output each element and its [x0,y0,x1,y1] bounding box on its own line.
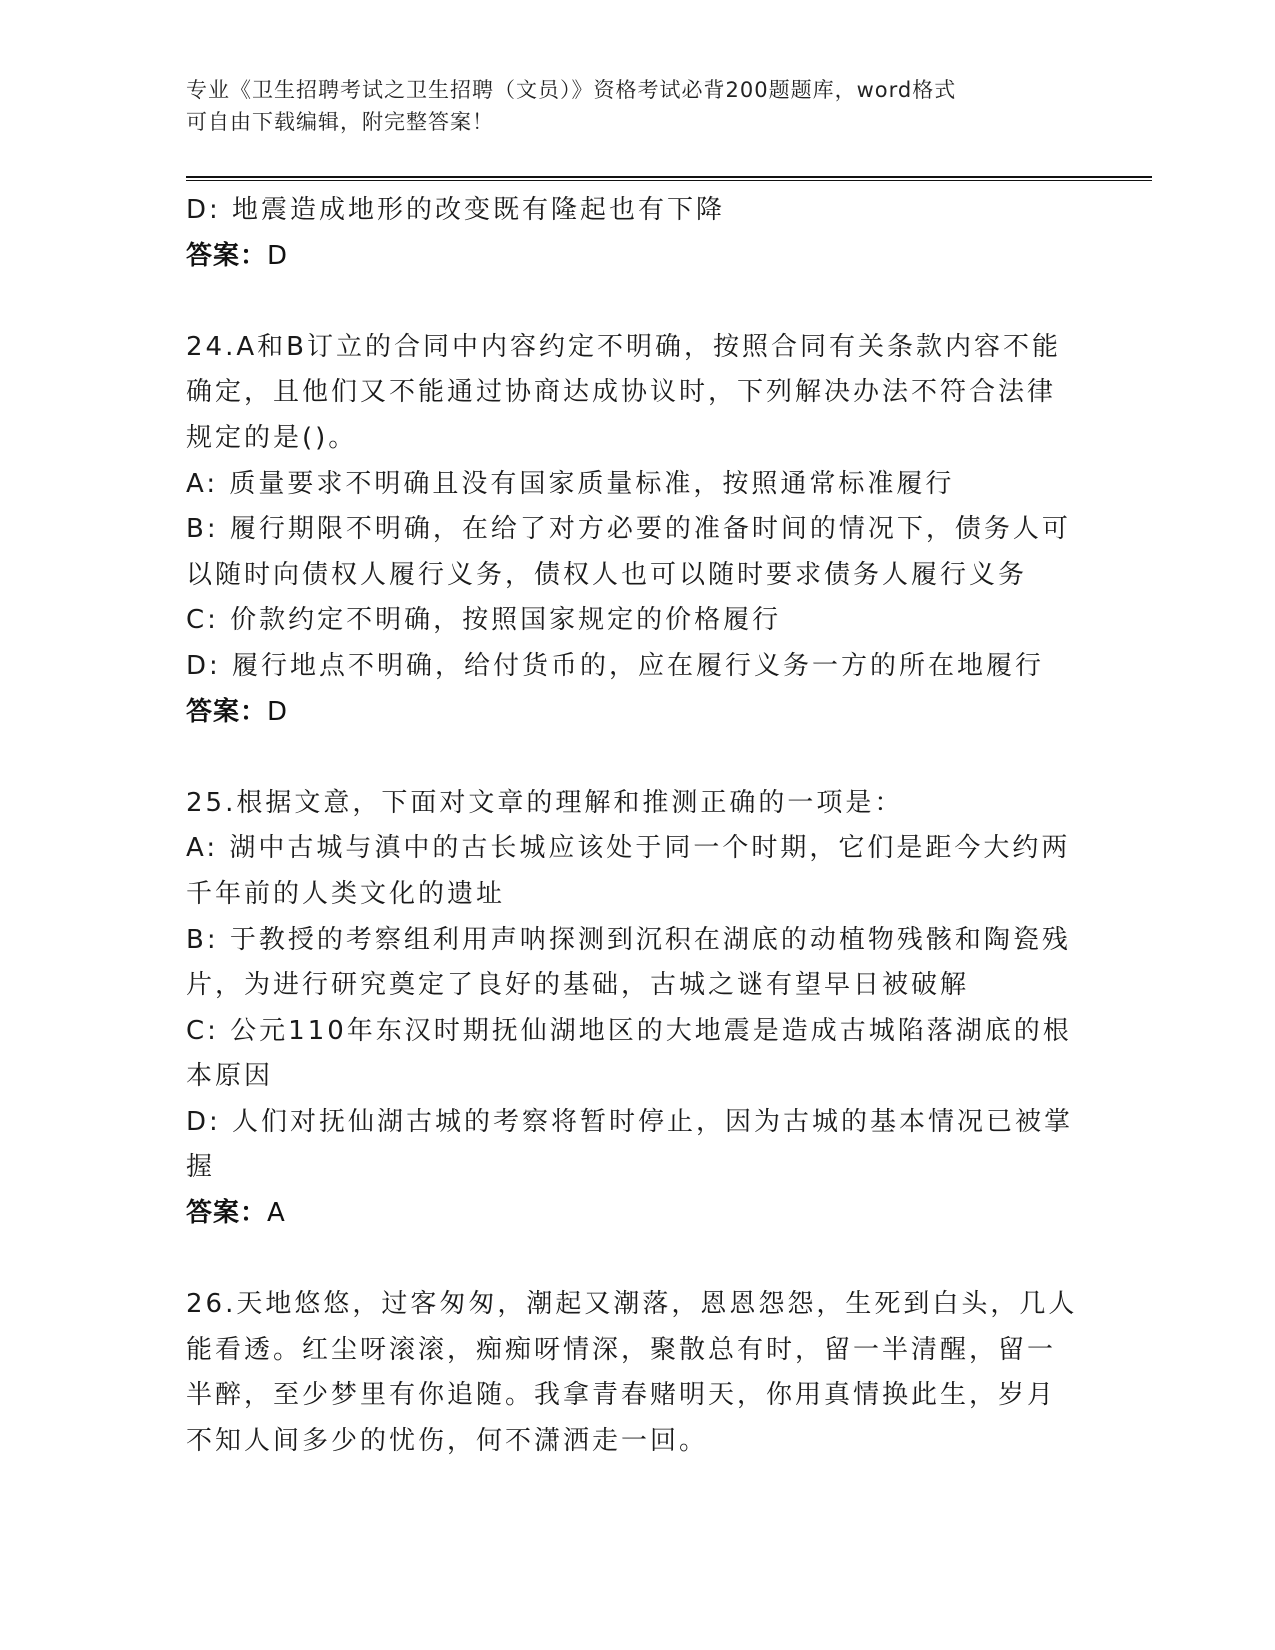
answer-label: 答案： [186,1198,268,1229]
header-line-1: 专业《卫生招聘考试之卫生招聘（文员）》资格考试必背200题题库，word格式 [186,78,957,102]
option-b: B: 于教授的考察组利用声呐探测到沉积在湖底的动植物残骸和陶瓷残 [186,924,1071,955]
option-a: A: 质量要求不明确且没有国家质量标准，按照通常标准履行 [186,468,955,499]
question-stem-line: 25.根据文意，下面对文章的理解和推测正确的一项是： [186,787,904,818]
question-stem-line: 半醉，至少梦里有你追随。我拿青春赌明天，你用真情换此生，岁月 [186,1380,1057,1411]
answer-line [186,1191,1066,1237]
option-b: B: 履行期限不明确，在给了对方必要的准备时间的情况下，债务人可 [186,514,1071,545]
spacer [186,735,1066,781]
question-stem-line: 确定，且他们又不能通过协商达成协议时，下列解决办法不符合法律 [186,377,1057,408]
option-d: D: 地震造成地形的改变既有隆起也有下降 [186,195,726,225]
answer-label: 答案： [186,240,268,271]
question-stem-line: 26.天地悠悠，过客匆匆，潮起又潮落，恩恩怨怨，生死到白头，几人 [186,1289,1078,1320]
answer-label: 答案： [186,696,268,727]
answer-line [186,690,1066,736]
option-c: C: 公元110年东汉时期抚仙湖地区的大地震是造成古城陷落湖底的根 [186,1015,1072,1046]
question-stem-line: 能看透。红尘呀滚滚，痴痴呀情深，聚散总有时，留一半清醒，留一 [186,1334,1057,1365]
question-23 [186,188,1066,279]
option-d: D: 履行地点不明确，给付货币的，应在履行义务一方的所在地履行 [186,650,1045,681]
question-24 [186,325,1071,735]
question-25 [186,781,1074,1237]
answer-line [186,234,1066,280]
option-a: 千年前的人类文化的遗址 [186,878,506,909]
header-line-2: 可自由下载编辑，附完整答案！ [186,110,494,134]
option-b: 以随时向债权人履行义务，债权人也可以随时要求债务人履行义务 [186,559,1028,590]
document-header [186,74,1066,138]
spacer [186,279,1066,325]
question-stem-line: 规定的是()。 [186,422,358,453]
option-b: 片，为进行研究奠定了良好的基础，古城之谜有望早日被破解 [186,970,970,1001]
question-stem-line: 24.A和B订立的合同中内容约定不明确，按照合同有关条款内容不能 [186,331,1061,362]
header-divider [186,176,1152,181]
option-c: 本原因 [186,1061,274,1092]
answer-value: D [267,240,289,271]
question-content [186,188,1078,1465]
option-c: C: 价款约定不明确，按照国家规定的价格履行 [186,605,782,636]
question-stem-line: 不知人间多少的忧伤，何不潇洒走一回。 [186,1426,709,1457]
question-26 [186,1282,1078,1464]
answer-value: A [267,1198,286,1229]
answer-value: D [267,696,289,727]
option-d: D: 人们对抚仙湖古城的考察将暂时停止，因为古城的基本情况已被掌 [186,1106,1074,1137]
spacer [186,1237,1066,1283]
option-d: 握 [186,1152,216,1183]
option-a: A: 湖中古城与滇中的古长城应该处于同一个时期，它们是距今大约两 [186,833,1071,864]
